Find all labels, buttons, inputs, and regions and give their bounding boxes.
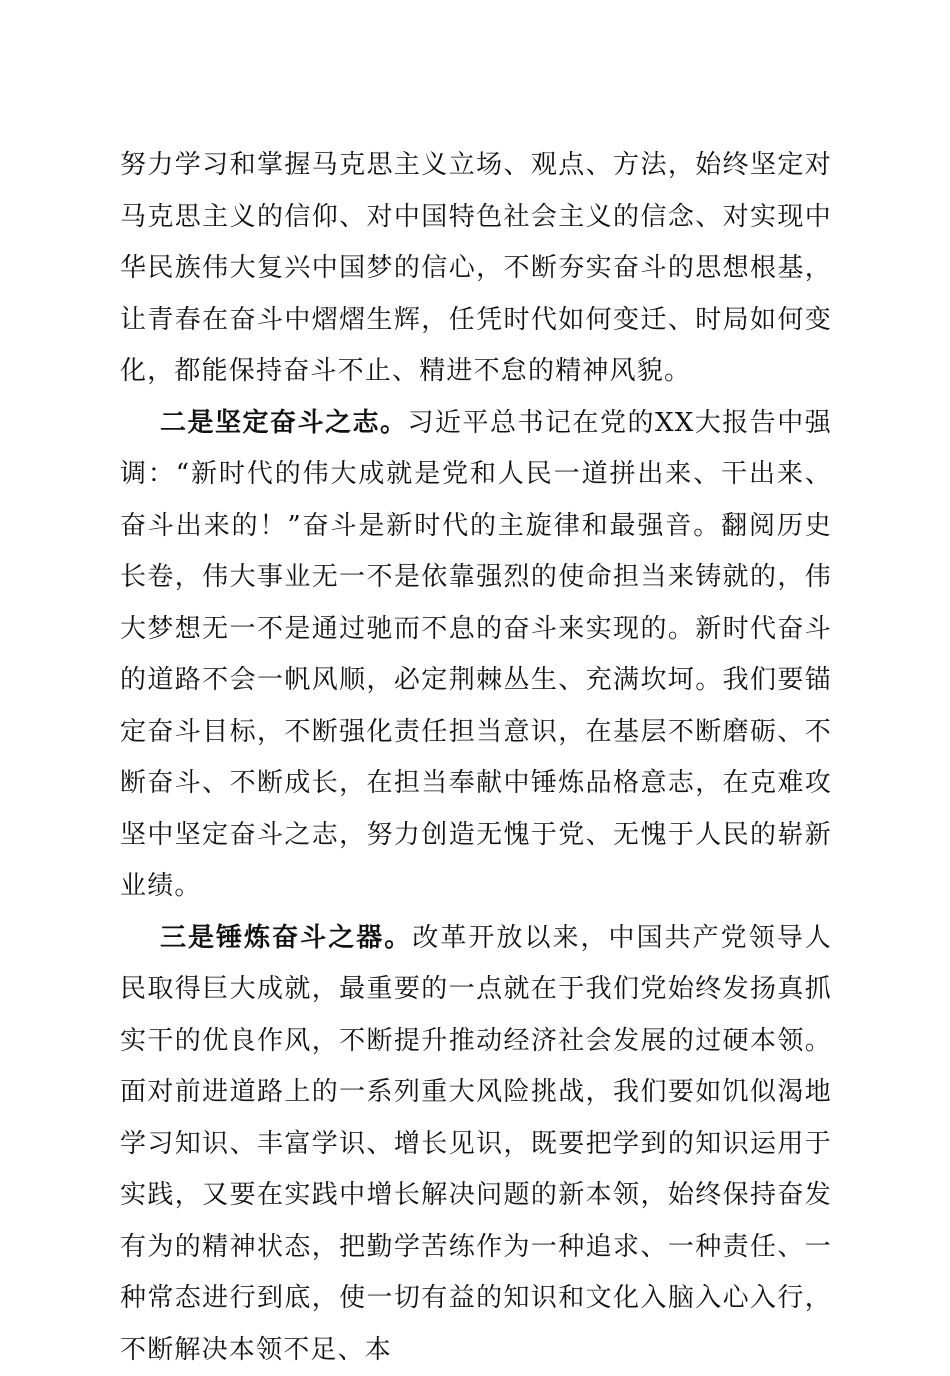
paragraph-lead-heading: 二是坚定奋斗之志。 xyxy=(160,408,408,438)
paragraph-point-two xyxy=(120,398,832,913)
document-body xyxy=(120,140,832,1376)
paragraph-text: 改革开放以来，中国共产党领导人民取得巨大成就，最重要的一点就在于我们党始终发扬真抓实干的优良作风，不断提升推动经济社会发展的过硬本领。面对前进道路上的一系列重大风险挑战，我们要如饥似渴地学习知识、丰富学识、增长见识，既要把学到的知识运用于实践，又要在实践中增长解决问题的新本领，始终保持奋发有为的精神状态，把勤学苦练作为一种追求、一种责任、一种常态进行到底，使一切有益的知识和文化入脑入心入行，不断解决本领不足、本 xyxy=(120,923,832,1365)
paragraph-text: 习近平总书记在党的XX大报告中强调：“新时代的伟大成就是党和人民一道拼出来、干出来、奋斗出来的！”奋斗是新时代的主旋律和最强音。翻阅历史长卷，伟大事业无一不是依靠强烈的使命担当来铸就的，伟大梦想无一不是通过驰而不息的奋斗来实现的。新时代奋斗的道路不会一帆风顺，必定荆棘丛生、充满坎坷。我们要锚定奋斗目标，不断强化责任担当意识，在基层不断磨砺、不断奋斗、不断成长，在担当奉献中锤炼品格意志，在克难攻坚中坚定奋斗之志，努力创造无愧于党、无愧于人民的崭新业绩。 xyxy=(120,408,832,902)
paragraph-continuation xyxy=(120,140,832,398)
paragraph-point-three xyxy=(120,913,832,1376)
paragraph-text: 努力学习和掌握马克思主义立场、观点、方法，始终坚定对马克思主义的信仰、对中国特色社会主义的信念、对实现中华民族伟大复兴中国梦的信心，不断夯实奋斗的思想根基，让青春在奋斗中熠熠生辉，任凭时代如何变迁、时局如何变化，都能保持奋斗不止、精进不怠的精神风貌。 xyxy=(120,150,832,386)
paragraph-lead-heading: 三是锤炼奋斗之器。 xyxy=(160,923,412,953)
